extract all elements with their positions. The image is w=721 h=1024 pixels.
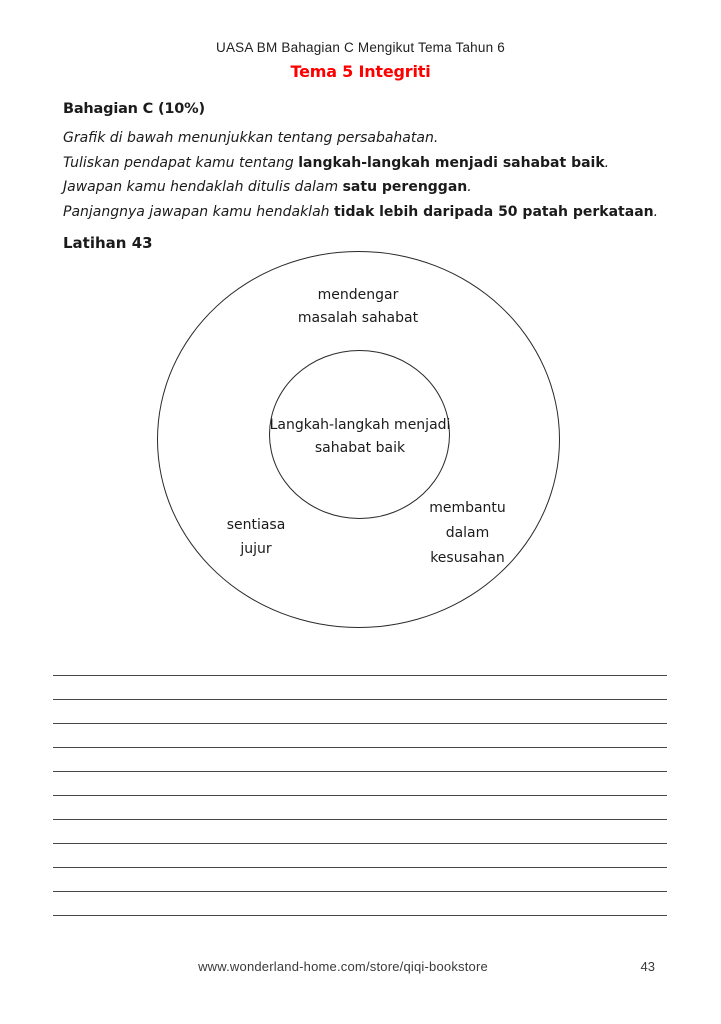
section-heading: Bahagian C (10%) (63, 101, 205, 117)
diagram-center-label (264, 414, 456, 460)
diagram-item-line: membantu (429, 500, 506, 516)
diagram-item-top (238, 284, 478, 330)
answer-line (53, 772, 667, 796)
instruction-suffix: . (604, 154, 610, 171)
instruction-suffix: . (467, 179, 472, 195)
diagram-item-line: sentiasa (226, 517, 286, 533)
answer-line (53, 724, 667, 748)
page-header-text: UASA BM Bahagian C Mengikut Tema Tahun 6 (216, 40, 505, 55)
instruction-text: Panjangnya jawapan kamu hendaklah (63, 203, 334, 220)
instruction-emphasis: satu perenggan (342, 179, 468, 195)
diagram-item-line: jujur (240, 540, 272, 557)
diagram-item-line: masalah sahabat (297, 310, 419, 326)
diagram-item-line: mendengar (317, 287, 399, 303)
instruction-text: Tuliskan pendapat kamu tentang (63, 154, 299, 171)
answer-line (53, 748, 667, 772)
page-title: Tema 5 Integriti (290, 62, 431, 81)
diagram-center-line: sahabat baik (314, 440, 406, 456)
instruction-suffix: . (653, 203, 659, 220)
diagram-center-line: Langkah-langkah menjadi (269, 417, 451, 433)
answer-line (53, 868, 667, 892)
page-number: 43 (640, 959, 655, 974)
answer-area (53, 652, 667, 916)
answer-line (53, 652, 667, 676)
instruction-emphasis: tidak lebih daripada 50 patah perkataan (333, 203, 654, 220)
instruction-text: Jawapan kamu hendaklah ditulis dalam (63, 179, 343, 195)
answer-line (53, 844, 667, 868)
footer-url: www.wonderland-home.com/store/qiqi-bookstore (198, 959, 488, 974)
instruction-emphasis: langkah-langkah menjadi sahabat baik (298, 154, 605, 171)
answer-line (53, 820, 667, 844)
answer-line (53, 892, 667, 916)
diagram-item-line: kesusahan (430, 550, 505, 566)
answer-line (53, 796, 667, 820)
diagram-item-left (196, 514, 316, 561)
diagram-item-line: dalam (445, 525, 490, 541)
instruction-text: Grafik di bawah menunjukkan tentang persabahatan. (63, 130, 439, 146)
exercise-label: Latihan 43 (63, 234, 153, 252)
answer-line (53, 700, 667, 724)
answer-line (53, 676, 667, 700)
diagram-item-right (405, 496, 530, 571)
